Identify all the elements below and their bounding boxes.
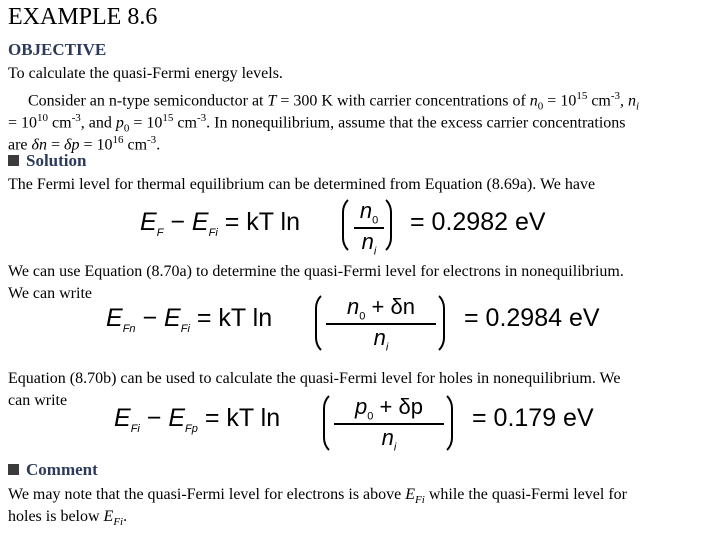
paragraph-2-line-2: We can write	[8, 285, 92, 302]
eq2-result: = 0.2984 eV	[464, 304, 600, 332]
paragraph-3-line-1: Equation (8.70b) can be used to calculate the quasi-Fermi level for holes in nonequilibrium. We	[8, 370, 621, 387]
eq3-fraction: $p_0 + \delta p$ $n_i$	[334, 394, 444, 454]
square-bullet-icon	[8, 155, 19, 166]
eq2-lhs: $E_{Fn} - E_{Fi}$ = kT ln	[106, 304, 273, 335]
comment-line-2: holes is below $E_{Fi}$.	[8, 508, 128, 529]
eq1-fraction: $n_0$ $n_i$	[354, 198, 384, 258]
solution-text: The Fermi level for thermal equilibrium can be determined from Equation (8.69a). We have	[8, 176, 596, 193]
problem-line-2: = $10^{10}$ $cm^{-3}$, and $p_0 = 10^{15}$ $cm^{-3}$. In nonequilibrium, assume that the excess carrier concentrations	[8, 112, 626, 135]
example-title: EXAMPLE 8.6	[8, 4, 158, 30]
eq3-result: = 0.179 eV	[472, 404, 594, 432]
square-bullet-icon	[8, 464, 19, 475]
comment-heading: Comment	[8, 460, 98, 480]
paragraph-3-line-2: can write	[8, 392, 68, 409]
comment-line-1: We may note that the quasi-Fermi level for electrons is above $E_{Fi}$ while the quasi-Fermi level for	[8, 486, 627, 507]
problem-line-1: Consider an n-type semiconductor at T = 300 K with carrier concentrations of $n_0 = 10^{15}$ $cm^{-3}$, $n_i$	[28, 90, 640, 113]
eq2-fraction: $n_0 + \delta n$ $n_i$	[326, 294, 436, 354]
objective-heading: OBJECTIVE	[8, 40, 107, 59]
objective-text: To calculate the quasi-Fermi energy levels.	[8, 65, 283, 82]
paragraph-2-line-1: We can use Equation (8.70a) to determine the quasi-Fermi level for electrons in nonequilibrium.	[8, 263, 624, 280]
problem-line-3: are $\delta n = \delta p = 10^{16}$ $cm^{-3}$.	[8, 134, 161, 154]
solution-heading: Solution	[8, 151, 86, 171]
eq1-result: = 0.2982 eV	[410, 208, 546, 236]
eq1-lhs: $E_F - E_{Fi}$ = kT ln	[140, 208, 300, 239]
eq3-lhs: $E_{Fi} - E_{Fp}$ = kT ln	[114, 404, 281, 435]
